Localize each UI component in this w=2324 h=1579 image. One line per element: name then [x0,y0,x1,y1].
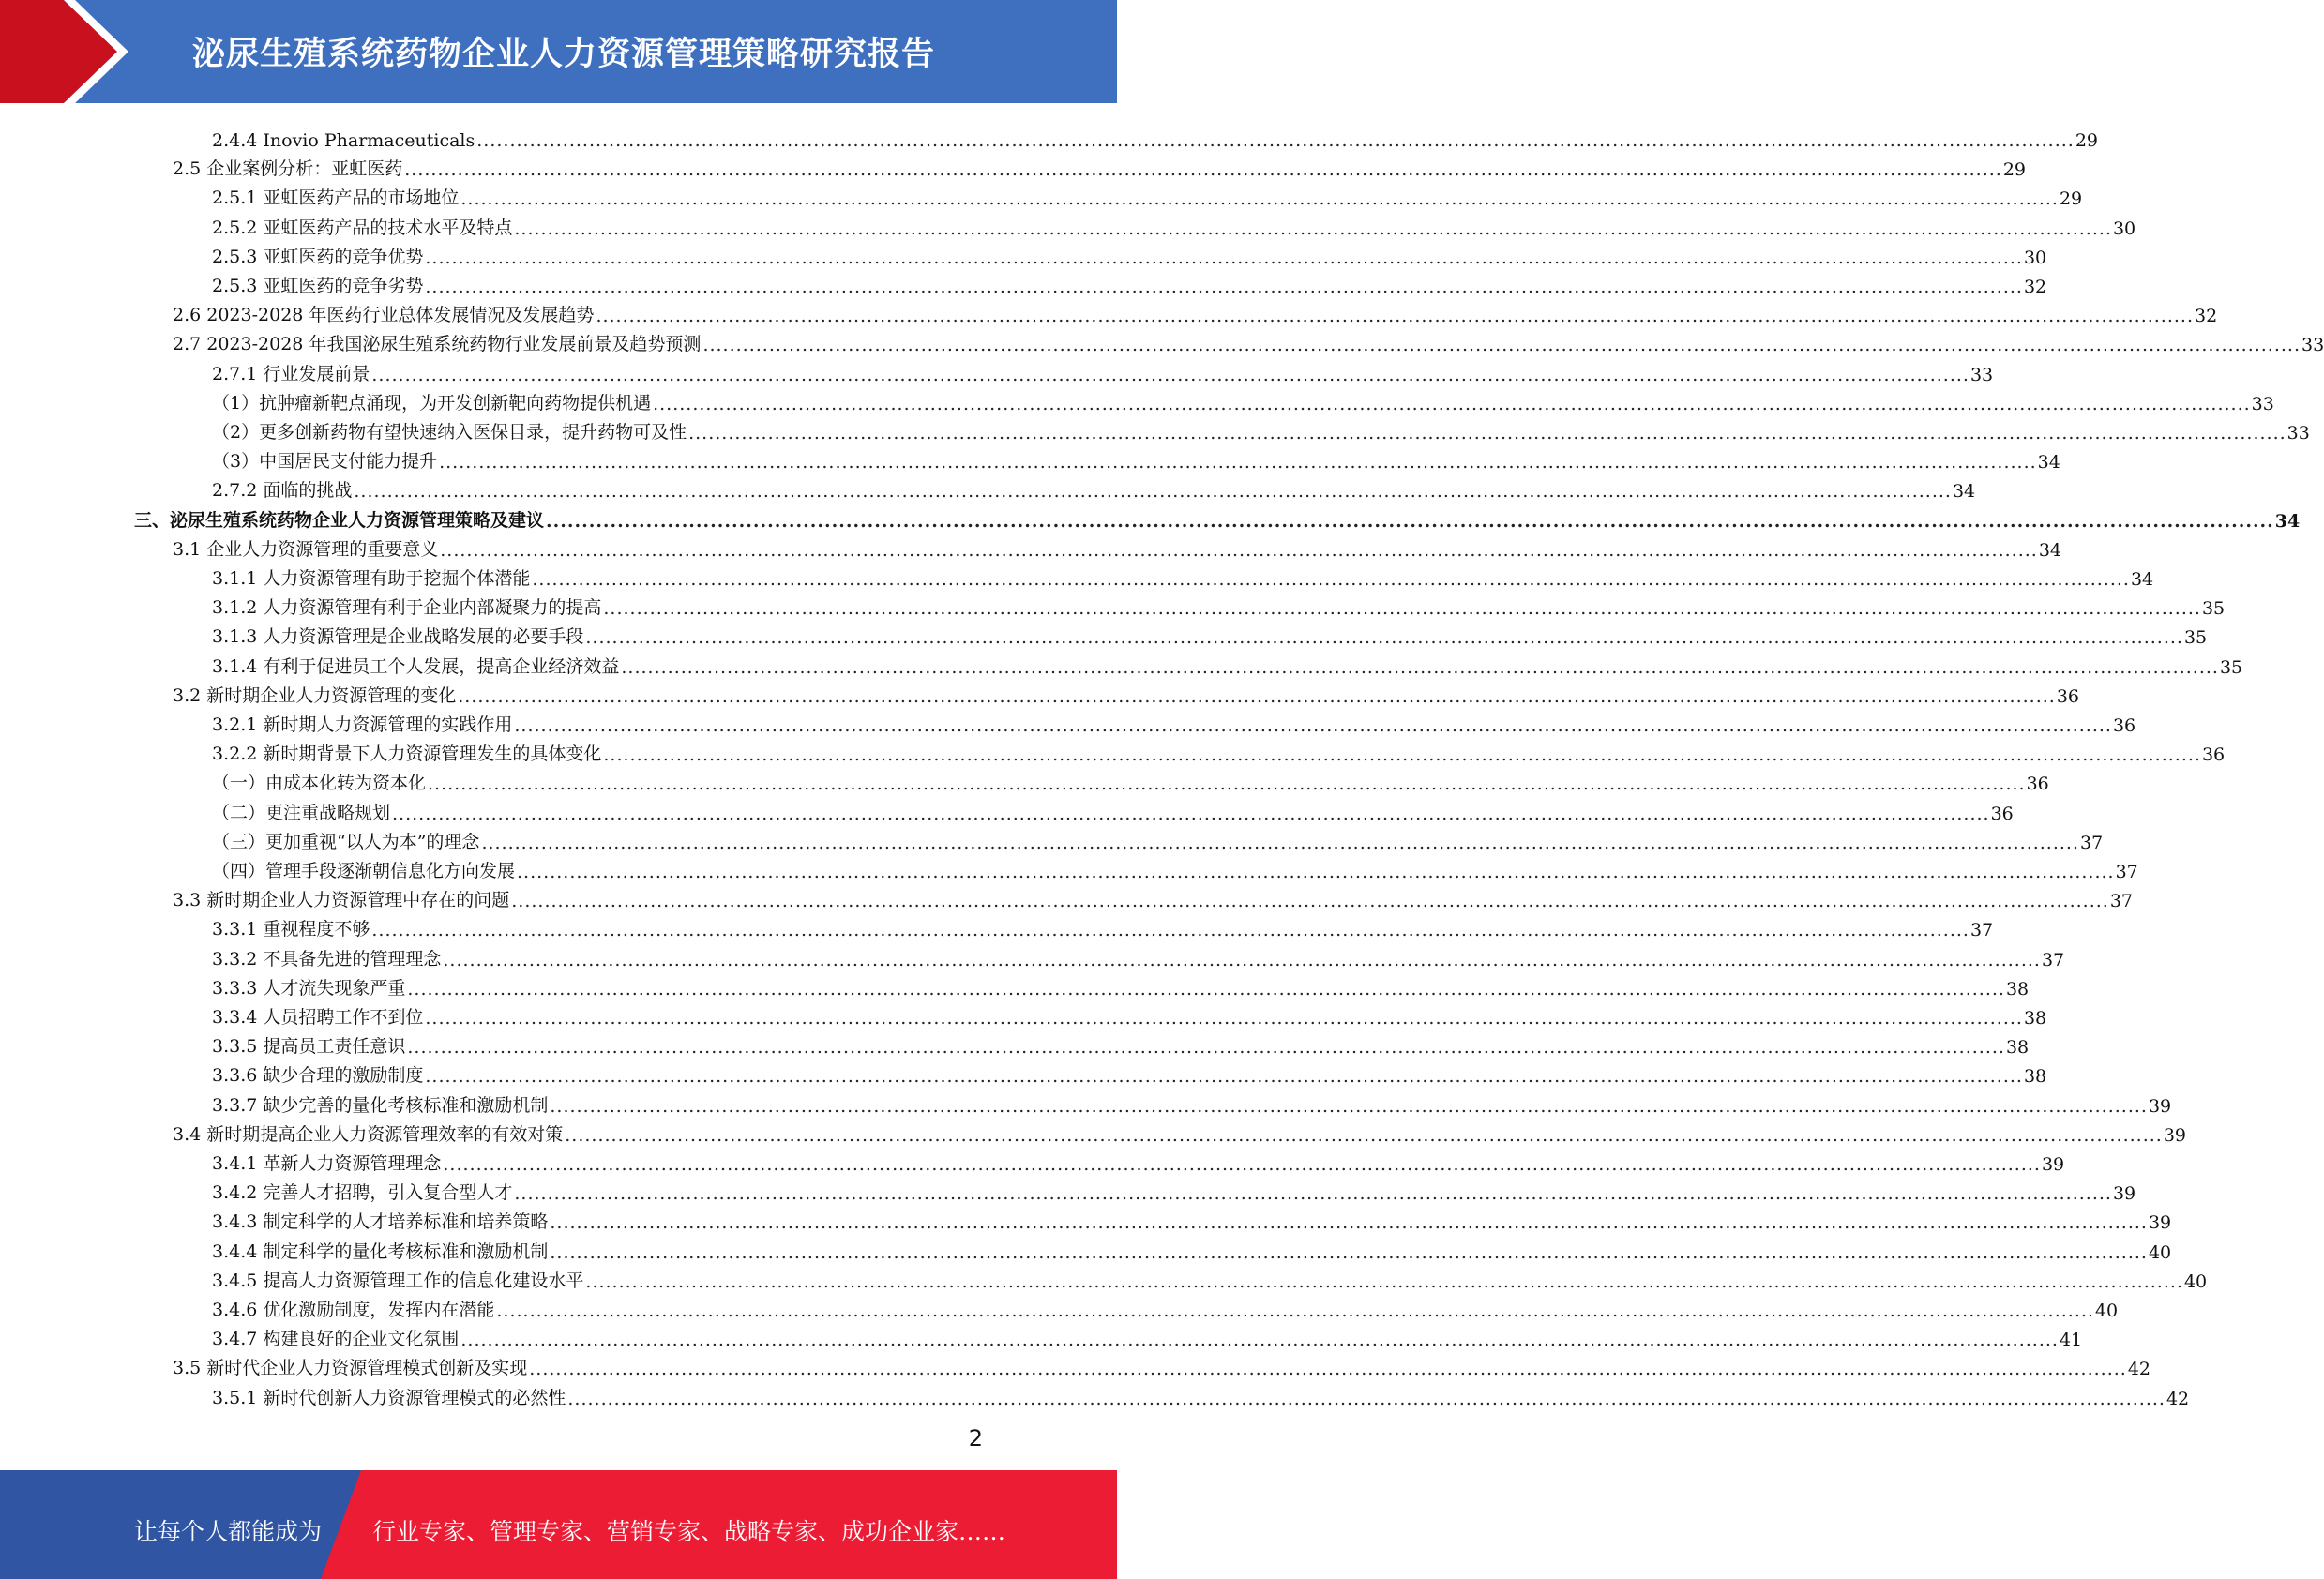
toc-entry-label: （二）更注重战略规划 [212,802,391,823]
toc-entry-label: （2）更多创新药物有望快速纳入医保目录，提升药物可及性 [212,422,687,443]
toc-entry-label: 3.4 新时期提高企业人力资源管理效率的有效对策 [173,1123,564,1145]
toc-entry[interactable] [212,619,2208,649]
toc-entry-page: 34 [2130,569,2154,590]
toc-entry[interactable] [212,1058,2047,1088]
toc-entry-page: 37 [2109,891,2134,912]
toc-leader-dots: .................................................................................................................................................................................................................................................. [653,393,2251,414]
toc-entry-page: 36 [1990,803,2014,824]
toc-leader-dots: .................................................................................................................................................................................................................................................. [439,452,2037,474]
toc-entry-label: 3.3.1 重视程度不够 [212,919,370,940]
toc-entry-page: 38 [2023,1008,2047,1029]
toc-entry[interactable] [212,385,2274,414]
toc-leader-dots: .................................................................................................................................................................................................................................................. [514,715,2112,736]
toc-entry-page: 36 [2201,744,2226,766]
toc-entry-label: 3.3.5 提高员工责任意识 [212,1036,406,1058]
toc-entry-label: 3.4.3 制定科学的人才培养标准和培养策略 [212,1211,549,1233]
footer-slogan-left: 让每个人都能成为 [134,1518,323,1545]
toc-entry[interactable] [173,882,2134,912]
toc-entry-page: 34 [2038,539,2062,561]
toc-leader-dots: .................................................................................................................................................................................................................................................. [529,1359,2127,1380]
toc-entry-label: 2.5.3 亚虹医药的竞争优势 [212,246,424,267]
toc-leader-dots: .................................................................................................................................................................................................................................................. [481,832,2080,853]
toc-entry-page: 41 [2059,1330,2083,1351]
toc-entry[interactable] [212,649,2243,678]
toc-leader-dots: .................................................................................................................................................................................................................................................. [443,1154,2041,1175]
toc-leader-dots: .................................................................................................................................................................................................................................................. [565,1124,2163,1146]
toc-entry[interactable] [212,1029,2030,1059]
toc-entry-label: 3.3.2 不具备先进的管理理念 [212,948,442,970]
toc-entry-label: 2.5.1 亚虹医药产品的市场地位 [212,188,460,209]
toc-entry[interactable] [212,736,2226,766]
toc-entry-label: （一）由成本化转为资本化 [212,773,427,794]
toc-entry-page: 37 [2115,862,2138,882]
toc-entry-page: 36 [2056,685,2080,707]
toc-entry-label: 2.6 2023-2028 年医药行业总体发展情况及发展趋势 [173,305,595,326]
toc-entry[interactable] [173,297,2218,327]
toc-entry-page: 38 [2005,978,2030,1000]
toc-entry-page: 29 [2075,130,2099,151]
toc-entry[interactable] [212,180,2083,210]
toc-entry[interactable] [212,1263,2208,1292]
toc-entry-page: 33 [2301,335,2324,356]
toc-entry[interactable] [212,561,2154,590]
toc-entry-label: 2.5.2 亚虹医药产品的技术水平及特点 [212,217,513,238]
toc-entry-page: 42 [2166,1388,2190,1409]
toc-leader-dots: .................................................................................................................................................................................................................................................. [621,656,2219,678]
toc-leader-dots: .................................................................................................................................................................................................................................................. [596,306,2195,327]
toc-leader-dots: .................................................................................................................................................................................................................................................. [585,627,2183,649]
toc-leader-dots: .................................................................................................................................................................................................................................................. [603,598,2201,620]
toc-entry-label: （3）中国居民支付能力提升 [212,451,438,473]
toc-entry-label: 2.5.3 亚虹医药的竞争劣势 [212,276,424,296]
toc-entry-page: 32 [2195,306,2218,327]
toc-entry-page: 40 [2183,1271,2208,1292]
toc-entry[interactable] [212,590,2226,620]
toc-entry-label: 3.1.4 有利于促进员工个人发展，提高企业经济效益 [212,655,620,677]
toc-entry[interactable] [212,1234,2172,1263]
toc-entry-label: （四）管理手段逐渐朝信息化方向发展 [212,861,516,881]
toc-entry-label: 3.4.6 优化激励制度，发挥内在潜能 [212,1300,495,1320]
toc-leader-dots: .................................................................................................................................................................................................................................................. [425,247,2023,268]
toc-entry-label: （1）抗肿瘤新靶点涌现，为开发创新靶向药物提供机遇 [212,392,652,414]
toc-entry-page: 39 [2112,1183,2136,1205]
toc-leader-dots: .................................................................................................................................................................................................................................................. [407,1037,2005,1059]
toc-entry-label: 3.4.7 构建良好的企业文化氛围 [212,1329,460,1350]
toc-entry-page: 33 [2251,393,2274,414]
toc-entry[interactable] [173,326,2324,356]
toc-entry-page: 39 [2148,1095,2172,1117]
toc-entry-label: 3.2.2 新时期背景下人力资源管理发生的具体变化 [212,744,602,765]
toc-leader-dots: .................................................................................................................................................................................................................................................. [476,130,2075,151]
toc-entry[interactable] [212,1292,2119,1321]
toc-leader-dots: .................................................................................................................................................................................................................................................. [425,277,2023,297]
toc-entry-label: 3.1.2 人力资源管理有利于企业内部凝聚力的提高 [212,597,602,619]
toc-entry-page: 39 [2041,1154,2065,1175]
toc-leader-dots: .................................................................................................................................................................................................................................................. [550,1095,2148,1117]
toc-leader-dots: .................................................................................................................................................................................................................................................. [496,1301,2094,1321]
toc-entry-label: 3.4.5 提高人力资源管理工作的信息化建设水平 [212,1270,584,1291]
toc-entry[interactable] [212,473,1976,503]
toc-entry-page: 32 [2023,277,2047,297]
toc-leader-dots: .................................................................................................................................................................................................................................................. [458,685,2056,707]
toc-entry-page: 38 [2005,1037,2030,1059]
toc-entry[interactable] [173,678,2080,707]
toc-entry[interactable] [173,1350,2151,1380]
toc-entry-page: 35 [2183,627,2208,649]
toc-entry-label: 3.1.3 人力资源管理是企业战略发展的必要手段 [212,626,584,648]
toc-leader-dots: .................................................................................................................................................................................................................................................. [392,803,1990,824]
toc-entry-page: 37 [2080,832,2104,853]
toc-entry-label: 3.2 新时期企业人力资源管理的变化 [173,684,457,706]
toc-entry-page: 40 [2148,1241,2172,1263]
footer-slogan-right: 行业专家、管理专家、营销专家、战略专家、成功企业家…… [372,1518,1006,1545]
toc-entry-label: 2.5 企业案例分析：亚虹医药 [173,158,403,180]
toc-entry-page: 39 [2148,1212,2172,1234]
toc-leader-dots: .................................................................................................................................................................................................................................................. [603,744,2201,766]
toc-entry[interactable] [212,941,2065,970]
page-number: 2 [968,1425,983,1451]
toc-entry-label: 3.3 新时期企业人力资源管理中存在的问题 [173,890,510,911]
toc-entry-page: 35 [2219,656,2243,678]
toc-leader-dots: .................................................................................................................................................................................................................................................. [550,1241,2148,1263]
toc-leader-dots: .................................................................................................................................................................................................................................................. [585,1271,2183,1292]
toc-entry[interactable] [212,356,1994,385]
toc-leader-dots: .................................................................................................................................................................................................................................................. [567,1388,2166,1409]
toc-entry-page: 39 [2163,1124,2187,1146]
toc-entry[interactable] [212,1321,2083,1351]
toc-leader-dots: .................................................................................................................................................................................................................................................. [532,569,2130,590]
toc-entry[interactable] [212,707,2136,736]
toc-leader-dots: .................................................................................................................................................................................................................................................. [517,862,2115,882]
toc-entry-page: 30 [2023,247,2047,268]
toc-entry[interactable] [212,1000,2047,1029]
toc-entry-label: 三、泌尿生殖系统药物企业人力资源管理策略及建议 [134,509,545,531]
toc-entry-label: 3.5.1 新时代创新人力资源管理模式的必然性 [212,1387,566,1408]
toc-leader-dots: .................................................................................................................................................................................................................................................. [425,1008,2023,1029]
toc-entry-page: 36 [2026,774,2049,795]
toc-entry-page: 38 [2023,1066,2047,1088]
toc-entry-page: 35 [2201,598,2226,620]
toc-entry-label: （三）更加重视“以人为本”的理念 [212,831,480,852]
toc-entry-page: 34 [2037,452,2060,474]
toc-entry[interactable] [212,911,1994,941]
toc-entry[interactable] [212,824,2104,853]
toc-leader-dots: .................................................................................................................................................................................................................................................. [550,1212,2148,1234]
toc-leader-dots: .................................................................................................................................................................................................................................................. [514,1183,2112,1205]
toc-entry-label: 3.3.4 人员招聘工作不到位 [212,1007,424,1028]
toc-entry[interactable] [212,239,2047,268]
header-arrow-decoration [0,0,150,103]
toc-entry[interactable] [173,1117,2187,1146]
toc-entry[interactable] [212,1146,2065,1175]
toc-entry[interactable] [173,151,2027,181]
toc-leader-dots: .................................................................................................................................................................................................................................................. [407,978,2005,1000]
toc-leader-dots: .................................................................................................................................................................................................................................................. [440,539,2038,561]
toc-entry-label: 3.3.6 缺少合理的激励制度 [212,1065,424,1087]
toc-entry-page: 33 [1969,364,1994,385]
toc-leader-dots: .................................................................................................................................................................................................................................................. [428,774,2026,795]
toc-leader-dots: .................................................................................................................................................................................................................................................. [460,188,2059,210]
toc-leader-dots: .................................................................................................................................................................................................................................................. [702,335,2301,356]
toc-entry-page: 36 [2112,715,2136,736]
toc-leader-dots: .................................................................................................................................................................................................................................................. [425,1066,2023,1088]
toc-entry[interactable] [134,503,2301,532]
toc-entry[interactable] [212,765,2049,795]
toc-entry[interactable] [212,1204,2172,1234]
toc-entry-page: 37 [2041,949,2065,970]
toc-entry-page: 34 [1952,481,1976,503]
toc-entry-label: 3.4.4 制定科学的量化考核标准和激励机制 [212,1241,549,1262]
toc-leader-dots: .................................................................................................................................................................................................................................................. [443,949,2041,970]
toc-entry[interactable] [212,1175,2136,1205]
toc-leader-dots: .................................................................................................................................................................................................................................................. [371,364,1969,385]
toc-entry-page: 37 [1969,920,1994,941]
toc-entry[interactable] [212,1380,2190,1409]
toc-leader-dots: .................................................................................................................................................................................................................................................. [354,481,1952,503]
toc-entry-label: 2.7.1 行业发展前景 [212,363,370,384]
report-title: 泌尿生殖系统药物企业人力资源管理策略研究报告 [192,36,936,73]
toc-entry[interactable] [212,853,2138,882]
toc-leader-dots: .................................................................................................................................................................................................................................................. [460,1330,2059,1351]
toc-entry[interactable] [212,970,2030,1000]
toc-entry[interactable] [212,210,2136,239]
toc-entry[interactable] [212,795,2014,824]
toc-entry-label: 2.7.2 面临的挑战 [212,480,353,502]
page-header [0,0,1117,103]
toc-entry[interactable] [212,268,2047,297]
toc-leader-dots: .................................................................................................................................................................................................................................................. [511,891,2109,912]
toc-entry-page: 34 [2274,510,2301,532]
toc-leader-dots: .................................................................................................................................................................................................................................................. [546,510,2274,532]
toc-entry-label: 3.4.1 革新人力资源管理理念 [212,1153,442,1174]
toc-entry-label: 3.3.7 缺少完善的量化考核标准和激励机制 [212,1094,549,1116]
toc-entry[interactable] [212,414,2310,444]
toc-entry-page: 42 [2127,1359,2151,1380]
toc-entry[interactable] [212,1088,2172,1117]
toc-entry-page: 29 [2059,188,2083,210]
toc-entry[interactable] [173,532,2062,561]
toc-entry-label: 3.1.1 人力资源管理有助于挖掘个体潜能 [212,568,531,589]
toc-leader-dots: .................................................................................................................................................................................................................................................. [688,423,2286,444]
toc-entry-label: 2.4.4 Inovio Pharmaceuticals [212,130,475,151]
toc-entry-label: 3.3.3 人才流失现象严重 [212,977,406,999]
toc-leader-dots: .................................................................................................................................................................................................................................................. [514,218,2112,239]
toc-entry-page: 30 [2112,218,2136,239]
toc-entry-label: 2.7 2023-2028 年我国泌尿生殖系统药物行业发展前景及趋势预测 [173,334,702,355]
toc-entry-page: 33 [2286,423,2310,444]
toc-leader-dots: .................................................................................................................................................................................................................................................. [404,159,2002,181]
page-footer [0,1470,1117,1579]
toc-entry[interactable] [212,122,2099,151]
toc-entry-label: 3.2.1 新时期人力资源管理的实践作用 [212,714,513,735]
toc-entry-page: 29 [2002,159,2027,181]
toc-entry-page: 40 [2094,1301,2119,1321]
toc-entry[interactable] [212,444,2060,474]
toc-entry-label: 3.1 企业人力资源管理的重要意义 [173,538,439,560]
toc-entry-label: 3.4.2 完善人才招聘，引入复合型人才 [212,1182,513,1204]
toc-entry-label: 3.5 新时代企业人力资源管理模式创新及实现 [173,1358,528,1379]
toc-leader-dots: .................................................................................................................................................................................................................................................. [371,920,1969,941]
